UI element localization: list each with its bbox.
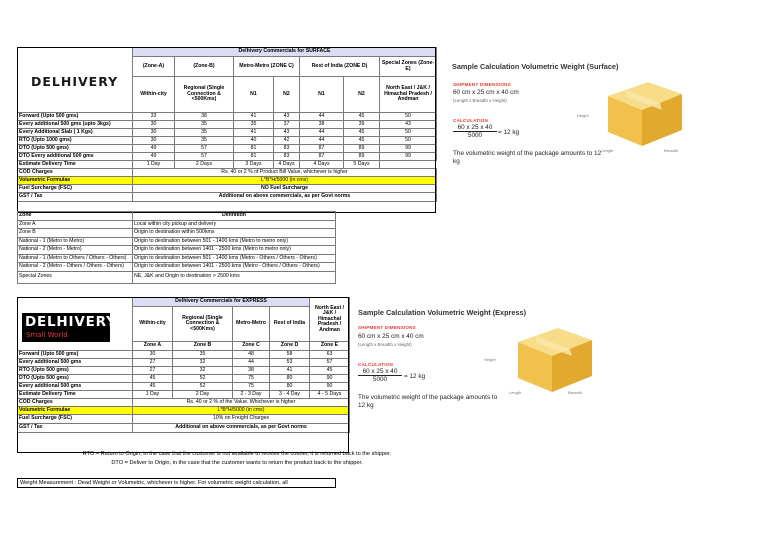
cell: 49 — [133, 153, 175, 161]
express-sub-special: North East / J&K / Himachal Pradesh / Andman — [310, 298, 350, 342]
surface-sub-d-n2: N2 — [344, 77, 380, 113]
cell: 2 - 3 Day — [233, 391, 270, 399]
shipment-dims-note: (Length x Breadth x Height) — [453, 98, 507, 103]
cell: 3 Days — [234, 161, 274, 169]
cell: 89 — [344, 153, 380, 161]
fuel-value: 10% on Freight Charges — [133, 415, 350, 424]
box-length-label: Length — [509, 390, 522, 395]
result-text: The volumetric weight of the package amounts to 12 kg — [358, 394, 498, 410]
cell: 35 — [175, 129, 234, 137]
cell: 63 — [310, 351, 350, 359]
cell: 45 — [133, 383, 173, 391]
fuel-label: Fuel Surcharge (FSC) — [18, 415, 133, 424]
table-row — [18, 263, 336, 272]
calculation-fraction — [453, 124, 497, 139]
table-row — [18, 237, 336, 246]
cell: 35 — [175, 121, 234, 129]
cell: 57 — [310, 359, 350, 367]
cell: 38 — [233, 367, 270, 375]
cell: 81 — [234, 153, 274, 161]
table-row — [18, 229, 336, 238]
table-row — [18, 246, 336, 255]
cell: 1 Day — [133, 161, 175, 169]
shipment-dims-heading: SHIPMENT DIMENSIONS — [453, 82, 511, 87]
row-label: Estimate Delivery Time — [18, 161, 133, 169]
cell: 39 — [344, 121, 380, 129]
cell: 30 — [133, 137, 175, 145]
cell: 3 - 4 Day — [270, 391, 310, 399]
express-sub-within-city: Within-city — [133, 307, 173, 342]
zone-cell: National - 1 (Metro to Others / Others - Others) — [18, 254, 133, 263]
cell: 2 Day — [173, 391, 233, 399]
surface-sub-c-n1: N1 — [234, 77, 274, 113]
zone-cell: Special Zones — [18, 271, 133, 283]
cell: 43 — [274, 113, 300, 121]
box-breadth-label: Breadth — [568, 390, 583, 395]
row-label: Estimate Delivery Time — [18, 391, 133, 399]
delhivery-express-logo — [22, 313, 117, 342]
row-label: DTO (Upto 500 gms) — [18, 375, 133, 383]
cell: 87 — [300, 153, 344, 161]
surface-zone-a: (Zone-A) — [133, 57, 175, 77]
cell: 81 — [234, 145, 274, 153]
cell: 32 — [173, 359, 233, 367]
cell: 52 — [173, 375, 233, 383]
cell: 2 Days — [175, 161, 234, 169]
zone-definitions-table — [17, 211, 336, 284]
cell: 90 — [310, 383, 350, 391]
cell: 45 — [133, 375, 173, 383]
cell: 50 — [380, 129, 437, 137]
express-zone-d: Zone D — [270, 342, 310, 351]
row-label: Every additional 500 gms — [18, 383, 133, 391]
cell: 43 — [380, 121, 437, 129]
cell: 30 — [133, 129, 175, 137]
cell: 44 — [233, 359, 270, 367]
cell: 50 — [380, 137, 437, 145]
definition-cell: Origin to destination between 1401 - 2500 kms (Metro to metro only) — [133, 246, 336, 255]
dto-note: DTO = Deliver to Origin, in the case that the customer wants to return the product back to the shipper. — [111, 460, 363, 466]
cell: 4 Days — [300, 161, 344, 169]
cell: 41 — [234, 129, 274, 137]
express-sub-metro: Metro-Metro — [233, 307, 270, 342]
surface-zone-d: Rest of India (ZONE D) — [300, 57, 380, 77]
box-height-label: Height — [484, 357, 496, 362]
zone-cell: Zone B — [18, 229, 133, 238]
cell: 4 Days — [274, 161, 300, 169]
express-logo-text: DELHIVERY — [25, 314, 117, 330]
definition-cell: NE, J&K and Origin to destination > 2500 kms — [133, 271, 336, 283]
cell: 58 — [270, 351, 310, 359]
cell: 89 — [344, 145, 380, 153]
cell: 49 — [133, 145, 175, 153]
sample-express-title: Sample Calculation Volumetric Weight (Express) — [358, 308, 527, 317]
calculation-fraction — [358, 368, 402, 383]
cell: 35 — [173, 351, 233, 359]
gst-value: Additional on above commercials, as per Govt norms — [133, 424, 350, 433]
surface-zone-e: Special Zones (Zone-E) — [380, 57, 437, 77]
volumetric-label: Volumetric Formulae — [18, 407, 133, 415]
weight-note-box — [17, 478, 336, 488]
express-sub-regional: Regional (Single Connection &<500Kms) — [173, 307, 233, 342]
cod-value: Rs. 40 or 2 % of the Value. Whichever is higher — [133, 399, 350, 407]
surface-title: Delhivery Commercials for SURFACE — [133, 48, 437, 57]
cell: 38 — [175, 113, 234, 121]
row-label: Every additional 500 gms (upto 3kgs) — [18, 121, 133, 129]
cell: 75 — [233, 375, 270, 383]
package-box-icon — [590, 72, 690, 152]
box-breadth-label: Breadth — [664, 148, 679, 153]
calc-numerator: 60 x 25 x 40 — [358, 368, 402, 376]
cod-label: COD Charges — [18, 399, 133, 407]
gst-label: GST / Tax — [18, 193, 133, 202]
definition-cell: Origin to destination between 501 - 1400 kms (Metro - Others / Others - Others) — [133, 254, 336, 263]
cell: 48 — [233, 351, 270, 359]
box-length-label: Length — [601, 148, 614, 153]
table-row — [18, 220, 336, 229]
surface-sub-c-n2: N2 — [274, 77, 300, 113]
cell: 30 — [133, 351, 173, 359]
cell: 87 — [300, 145, 344, 153]
sample-surface-title: Sample Calculation Volumetric Weight (Surface) — [452, 62, 619, 71]
cell: 45 — [344, 137, 380, 145]
cell: 41 — [234, 113, 274, 121]
cod-label: COD Charges — [18, 169, 133, 177]
volumetric-value: L*B*H/5000 (in cms) — [133, 177, 437, 185]
cell: 44 — [300, 137, 344, 145]
surface-zone-b: (Zone-B) — [175, 57, 234, 77]
row-label: Forward (Upto 500 gms) — [18, 113, 133, 121]
cell: 50 — [380, 113, 437, 121]
row-label: RTO (Upto 500 gms) — [18, 367, 133, 375]
surface-frame — [17, 47, 436, 213]
package-box-icon — [500, 318, 600, 398]
cell: 5 Days — [344, 161, 380, 169]
definition-cell: Local within city pickup and delivery — [133, 220, 336, 229]
cell: 37 — [274, 121, 300, 129]
cell: 38 — [300, 121, 344, 129]
calc-denominator: 5000 — [467, 132, 483, 139]
definition-header: Definition — [133, 212, 336, 221]
fuel-value: NO Fuel Surcharge — [133, 185, 437, 193]
cell: 83 — [274, 145, 300, 153]
gst-label: GST / Tax — [18, 424, 133, 433]
surface-sub-within-city: Within-city — [133, 77, 175, 113]
result-text: The volumetric weight of the package amounts to 12 kg — [453, 150, 602, 166]
shipment-dims-note: (Length x Breadth x Height) — [358, 342, 412, 347]
cell: 33 — [133, 113, 175, 121]
cod-value: Rs. 40 or 2 % of Product Bill Value, whichever is higher — [133, 169, 437, 177]
cell: 1 Day — [133, 391, 173, 399]
zone-cell: Zone A — [18, 220, 133, 229]
cell: 27 — [133, 359, 173, 367]
calc-result: = 12 kg — [498, 129, 520, 136]
cell: 45 — [344, 113, 380, 121]
cell: 41 — [270, 367, 310, 375]
zone-cell: National - 2 (Metro - Metro) — [18, 246, 133, 255]
row-label: DTO Every additional 500 gms — [18, 153, 133, 161]
row-label: Forward (Upto 500 gms) — [18, 351, 133, 359]
cell: 75 — [233, 383, 270, 391]
express-zone-c: Zone C — [233, 342, 270, 351]
express-zone-e: Zone E — [310, 342, 350, 351]
surface-sub-d-n1: N1 — [300, 77, 344, 113]
cell: 27 — [133, 367, 173, 375]
cell: 52 — [173, 383, 233, 391]
cell: 99 — [380, 145, 437, 153]
cell: 42 — [274, 137, 300, 145]
cell: 30 — [133, 121, 175, 129]
row-label: Every Additional Slab ( 1 Kgs) — [18, 129, 133, 137]
cell: 4 - 5 Days — [310, 391, 350, 399]
cell: 32 — [173, 367, 233, 375]
rto-note: RTO = Return to Origin, in the case that the customer is not available to receive the courier, it is returned back to the shipper. — [82, 451, 392, 457]
express-zone-b: Zone B — [173, 342, 233, 351]
cell: 45 — [310, 367, 350, 375]
definition-cell: Origin to destination within 500kms — [133, 229, 336, 238]
shipment-dims: 60 cm x 25 cm x 40 cm — [453, 89, 519, 96]
cell: 45 — [344, 129, 380, 137]
express-sub-rest: Rest of India — [270, 307, 310, 342]
shipment-dims-heading: SHIPMENT DIMENSIONS — [358, 325, 416, 330]
shipment-dims: 60 cm x 25 cm x 40 cm — [358, 333, 424, 340]
calc-result: = 12 kg — [404, 373, 426, 380]
cell: 40 — [234, 137, 274, 145]
surface-sub-regional: Regional (Single Connection &<500Kms) — [175, 77, 234, 113]
calc-denominator: 5000 — [372, 376, 388, 383]
gst-value: Additional on above commercials, as per Govt norms — [133, 193, 437, 202]
row-label: Every additional 500 gms — [18, 359, 133, 367]
cell: 90 — [310, 375, 350, 383]
cell: 99 — [380, 153, 437, 161]
surface-zone-c: Metro-Metro (ZONE C) — [234, 57, 300, 77]
table-row — [18, 271, 336, 283]
cell: 80 — [270, 375, 310, 383]
cell: 80 — [270, 383, 310, 391]
definition-cell: Origin to destination between 1401 - 2500 kms (Metro - Others / Others - Others) — [133, 263, 336, 272]
cell: 44 — [300, 113, 344, 121]
express-logo-sub: Small World — [26, 331, 68, 339]
calculation-heading: CALCULATION — [358, 362, 394, 367]
volumetric-value: L*B*H/5000 (in cms) — [133, 407, 350, 415]
weight-note: Weight Measurement : Dead Weight or Volumetric, whichever is higher. For volumetric weight calculation, all — [20, 480, 288, 486]
box-height-label: Height — [577, 113, 589, 118]
calculation-heading: CALCULATION — [453, 118, 489, 123]
zone-cell: National - 2 (Metro - Others / Others - Others) — [18, 263, 133, 272]
express-title: Delhivery Commercials for EXPRESS — [133, 298, 310, 307]
row-label: RTO (Upto 1000 gms) — [18, 137, 133, 145]
cell: 43 — [274, 129, 300, 137]
volumetric-label: Volumetric Formulae — [18, 177, 133, 185]
delhivery-logo: DELHIVERY — [31, 74, 119, 89]
cell: 35 — [175, 137, 234, 145]
table-row — [18, 254, 336, 263]
calc-numerator: 60 x 25 x 40 — [453, 124, 497, 132]
cell: 44 — [300, 129, 344, 137]
zone-cell: National - 1 (Metro to Metro) — [18, 237, 133, 246]
cell: 35 — [234, 121, 274, 129]
zone-header: Zone — [18, 212, 133, 221]
definition-cell: Origin to destination between 501 - 1400 kms (Metro to metro only) — [133, 237, 336, 246]
cell: 83 — [274, 153, 300, 161]
express-zone-a: Zone A — [133, 342, 173, 351]
surface-sub-special: North East / J&K / Himachal Pradesh / Andman — [380, 77, 437, 113]
cell: 57 — [175, 153, 234, 161]
fuel-label: Fuel Surcharge (FSC) — [18, 185, 133, 193]
row-label: DTO (Upto 500 gms) — [18, 145, 133, 153]
cell: 53 — [270, 359, 310, 367]
cell: 57 — [175, 145, 234, 153]
